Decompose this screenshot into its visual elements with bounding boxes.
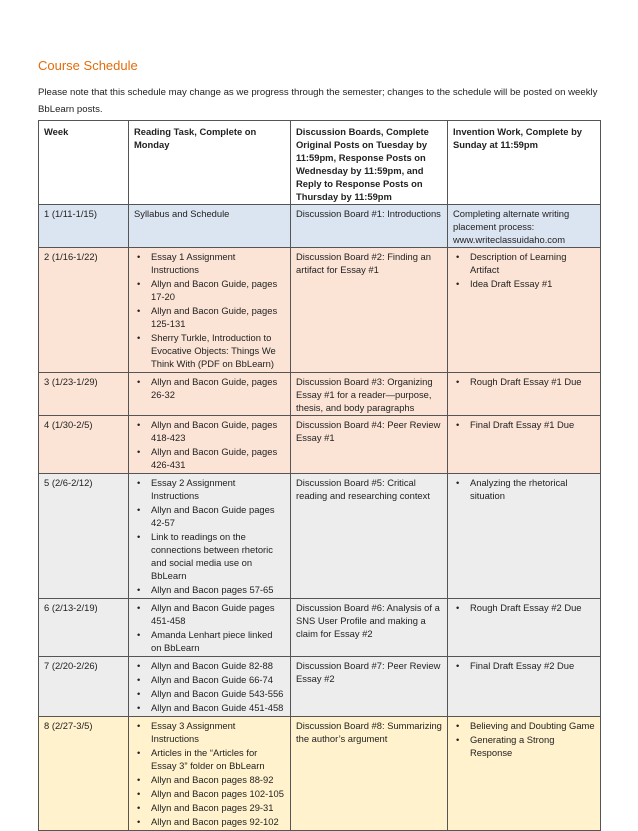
invention-item: • Generating a Strong Response [453, 733, 595, 759]
week-cell: 3 (1/23-1/29) [39, 373, 129, 416]
reading-list [134, 375, 285, 401]
reading-cell [129, 416, 291, 474]
schedule-note: Please note that this schedule may change as we progress through the semester; changes to the schedule will be posted on weekly BbLearn posts. [38, 87, 598, 115]
reading-item: • Articles in the “Articles for Essay 3” folder on BbLearn [134, 746, 285, 772]
reading-item: • Essay 2 Assignment Instructions [134, 476, 285, 502]
invention-list [453, 418, 595, 431]
reading-item: • Allyn and Bacon Guide, pages 125-131 [134, 304, 285, 330]
invention-item: • Analyzing the rhetorical situation [453, 476, 595, 502]
reading-list [134, 418, 285, 471]
header-week: Week [39, 121, 129, 205]
table-row [39, 416, 601, 474]
invention-cell: Completing alternate writing placement process: www.writeclassuidaho.com [448, 205, 601, 248]
reading-item: • Allyn and Bacon Guide, pages 418-423 [134, 418, 285, 444]
invention-item: • Rough Draft Essay #2 Due [453, 601, 595, 614]
discussion-cell: Discussion Board #5: Critical reading and researching context [291, 474, 448, 599]
week-cell: 6 (2/13-2/19) [39, 599, 129, 657]
reading-list [134, 601, 285, 654]
discussion-cell: Discussion Board #7: Peer Review Essay #2 [291, 657, 448, 717]
invention-cell [448, 248, 601, 373]
invention-item: • Final Draft Essay #2 Due [453, 659, 595, 672]
reading-list [134, 659, 285, 714]
reading-list [134, 476, 285, 596]
invention-item: • Description of Learning Artifact [453, 250, 595, 276]
discussion-cell: Discussion Board #1: Introductions [291, 205, 448, 248]
table-header-row [39, 121, 601, 205]
week-cell: 4 (1/30-2/5) [39, 416, 129, 474]
invention-item: • Believing and Doubting Game [453, 719, 595, 732]
reading-list [134, 719, 285, 828]
reading-item: • Allyn and Bacon pages 57-65 [134, 583, 285, 596]
reading-cell [129, 599, 291, 657]
reading-item: • Allyn and Bacon Guide 543-556 [134, 687, 285, 700]
reading-cell [129, 373, 291, 416]
reading-item: • Allyn and Bacon Guide, pages 17-20 [134, 277, 285, 303]
invention-list [453, 659, 595, 672]
reading-item: • Allyn and Bacon Guide, pages 26-32 [134, 375, 285, 401]
header-reading: Reading Task, Complete on Monday [129, 121, 291, 205]
reading-cell: Syllabus and Schedule [129, 205, 291, 248]
reading-item: • Sherry Turkle, Introduction to Evocative Objects: Things We Think With (PDF on BbLearn) [134, 331, 285, 370]
reading-item: • Allyn and Bacon Guide 82-88 [134, 659, 285, 672]
header-invention: Invention Work, Complete by Sunday at 11:59pm [448, 121, 601, 205]
discussion-cell: Discussion Board #3: Organizing Essay #1 for a reader—purpose, thesis, and body paragraphs [291, 373, 448, 416]
reading-list [134, 250, 285, 370]
week-cell: 8 (2/27-3/5) [39, 717, 129, 831]
table-row [39, 373, 601, 416]
reading-item: • Allyn and Bacon Guide, pages 426-431 [134, 445, 285, 471]
table-row [39, 657, 601, 717]
reading-cell [129, 248, 291, 373]
invention-item: • Idea Draft Essay #1 [453, 277, 595, 290]
invention-cell [448, 657, 601, 717]
table-row [39, 248, 601, 373]
invention-item: • Final Draft Essay #1 Due [453, 418, 595, 431]
reading-item: • Allyn and Bacon pages 92-102 [134, 815, 285, 828]
table-row [39, 205, 601, 248]
reading-item: • Allyn and Bacon pages 88-92 [134, 773, 285, 786]
invention-list [453, 719, 595, 759]
reading-item: • Amanda Lenhart piece linked on BbLearn [134, 628, 285, 654]
reading-item: • Allyn and Bacon Guide 451-458 [134, 701, 285, 714]
discussion-cell: Discussion Board #8: Summarizing the author’s argument [291, 717, 448, 831]
reading-item: • Essay 1 Assignment Instructions [134, 250, 285, 276]
invention-cell [448, 599, 601, 657]
reading-cell [129, 657, 291, 717]
reading-item: • Allyn and Bacon Guide pages 42-57 [134, 503, 285, 529]
invention-list [453, 250, 595, 290]
week-cell: 7 (2/20-2/26) [39, 657, 129, 717]
reading-item: • Allyn and Bacon Guide pages 451-458 [134, 601, 285, 627]
table-row [39, 599, 601, 657]
invention-item: • Rough Draft Essay #1 Due [453, 375, 595, 388]
table-row [39, 717, 601, 831]
invention-list [453, 375, 595, 388]
reading-cell [129, 474, 291, 599]
invention-cell [448, 474, 601, 599]
discussion-cell: Discussion Board #2: Finding an artifact for Essay #1 [291, 248, 448, 373]
invention-list [453, 601, 595, 614]
invention-cell [448, 373, 601, 416]
reading-item: • Allyn and Bacon pages 29-31 [134, 801, 285, 814]
week-cell: 1 (1/11-1/15) [39, 205, 129, 248]
reading-item: • Essay 3 Assignment Instructions [134, 719, 285, 745]
week-cell: 2 (1/16-1/22) [39, 248, 129, 373]
week-cell: 5 (2/6-2/12) [39, 474, 129, 599]
invention-list [453, 476, 595, 502]
reading-item: • Allyn and Bacon Guide 66-74 [134, 673, 285, 686]
discussion-cell: Discussion Board #6: Analysis of a SNS User Profile and making a claim for Essay #2 [291, 599, 448, 657]
invention-cell [448, 416, 601, 474]
discussion-cell: Discussion Board #4: Peer Review Essay #1 [291, 416, 448, 474]
schedule-table [38, 120, 601, 831]
reading-item: • Link to readings on the connections between rhetoric and social media use on BbLearn [134, 530, 285, 582]
header-discussion: Discussion Boards, Complete Original Posts on Tuesday by 11:59pm, Response Posts on Wednesday by 11:59pm, and Reply to Response Posts on Thursday by 11:59pm [291, 121, 448, 205]
reading-item: • Allyn and Bacon pages 102-105 [134, 787, 285, 800]
page-title: Course Schedule [38, 58, 138, 73]
table-row [39, 474, 601, 599]
reading-cell [129, 717, 291, 831]
invention-cell [448, 717, 601, 831]
